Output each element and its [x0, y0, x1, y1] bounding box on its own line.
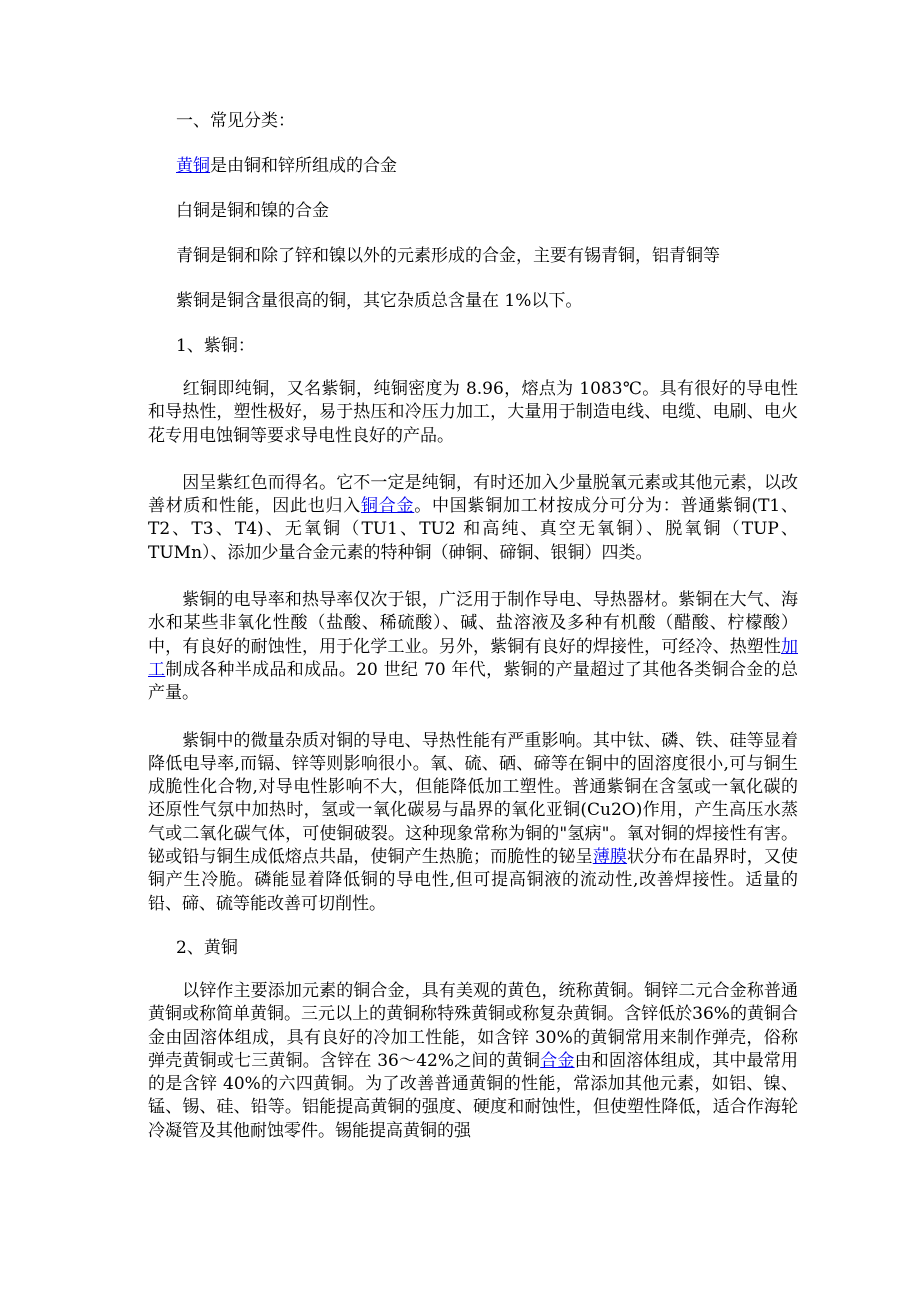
paragraph-brass [148, 980, 798, 1143]
paragraph-purple-copper-types [148, 472, 798, 565]
paragraph-text: 状分布在晶界时，又使铜产生冷脆。磷能显着降低铜的导电性,但可提高铜液的流动性,改善焊接性。适量的铅、碲、硫等能改善可切削性。 [148, 847, 799, 914]
white-copper-definition: 白铜是铜和镍的合金 [176, 201, 329, 221]
film-link[interactable]: 薄膜 [592, 847, 628, 868]
paragraph-pure-copper: 红铜即纯铜，又名紫铜，纯铜密度为 8.96，熔点为 1083℃。具有很好的导电性和导热性，塑性极好，易于热压和冷压力加工，大量用于制造电线、电缆、电刷、电火花专用电蚀铜等要求导电性良好的产品。 [148, 379, 798, 446]
paragraph-text: 紫铜的电导率和热导率仅次于银，广泛用于制作导电、导热器材。紫铜在大气、海水和某些非氧化性酸（盐酸、稀硫酸）、碱、盐溶液及多种有机酸（醋酸、柠檬酸）中，有良好的耐蚀性，用于化学工业。另外，紫铜有良好的焊接性，可经冷、热塑性 [148, 590, 798, 657]
brass-definition-text: 是由铜和锌所组成的合金 [210, 156, 397, 176]
document-body [148, 108, 799, 1143]
processing-link[interactable]: 加工 [148, 636, 798, 680]
paragraph-text: 以锌作主要添加元素的铜合金，具有美观的黄色，统称黄铜。铜锌二元合金称普通黄铜或称简单黄铜。三元以上的黄铜称特殊黄铜或称复杂黄铜。含锌低於36%的黄铜合金由固溶体组成，具有良好的冷加工性能，如含锌 30%的黄铜常用来制作弹壳，俗称弹壳黄铜或七三黄铜。含锌在 36～42%之间的黄铜 [148, 980, 798, 1071]
paragraph-impurities [148, 730, 798, 916]
heading-classification: 一、常见分类： [176, 111, 295, 131]
brass-definition [176, 153, 798, 179]
red-copper-definition: 紫铜是铜含量很高的铜，其它杂质总含量在 1%以下。 [176, 291, 583, 311]
copper-alloy-link[interactable]: 铜合金 [360, 496, 415, 517]
paragraph-text: 制成各种半成品和成品。20 世纪 70 年代，紫铜的产量超过了其他各类铜合金的总产量。 [148, 659, 799, 704]
paragraph-text: 由和固溶体组成，其中最常用的是含锌 40%的六四黄铜。为了改善普通黄铜的性能，常添加其他元素，如铝、镍、锰、锡、硅、铅等。铝能提高黄铜的强度、硬度和耐蚀性，但使塑性降低，适合作海轮冷凝管及其他耐蚀零件。锡能提高黄铜的强 [148, 1050, 798, 1141]
paragraph-text: 紫铜中的微量杂质对铜的导电、导热性能有严重影响。其中钛、磷、铁、硅等显着降低电导率,而镉、锌等则影响很小。氧、硫、硒、碲等在铜中的固溶度很小,可与铜生成脆性化合物,对导电性影响不大，但能降低加工塑性。普通紫铜在含氢或一氧化碳的还原性气氛中加热时，氢或一氧化碳易与晶界的氧化亚铜(Cu2O)作用，产生高压水蒸气或二氧化碳气体，可使铜破裂。这种现象常称为铜的"氢病"。氧对铜的焊接性有害。铋或铅与铜生成低熔点共晶，使铜产生热脆；而脆性的铋呈 [148, 730, 798, 868]
paragraph-conductivity [148, 589, 798, 705]
paragraph-text: 因呈紫红色而得名。它不一定是纯铜，有时还加入少量脱氧元素或其他元素，以改善材质和性能，因此也归入 [148, 472, 798, 517]
heading-purple-copper: 1、紫铜： [176, 336, 255, 356]
paragraph-text: 。中国紫铜加工材按成分可分为：普通紫铜(T1、T2、T3、T4)、无氧铜（TU1、TU2 和高纯、真空无氧铜）、脱氧铜（TUP、TUMn）、添加少量合金元素的特种铜（砷铜、碲铜、银铜）四类。 [148, 496, 798, 563]
brass-link[interactable]: 黄铜 [176, 156, 210, 176]
bronze-definition: 青铜是铜和除了锌和镍以外的元素形成的合金，主要有锡青铜，铝青铜等 [176, 246, 720, 266]
heading-brass: 2、黄铜 [176, 937, 238, 958]
alloy-link[interactable]: 合金 [540, 1050, 575, 1071]
